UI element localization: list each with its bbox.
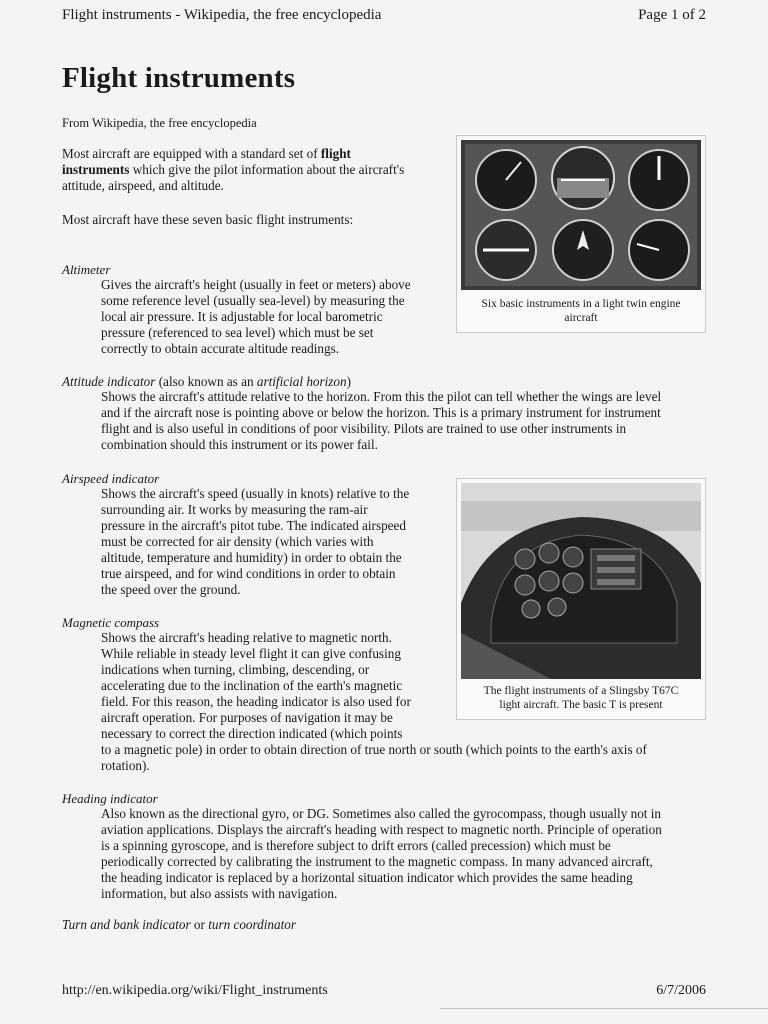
term-altimeter: Altimeter (62, 262, 111, 277)
def-heading-indicator: Also known as the directional gyro, or DG. Sometimes also called the gyrocompass, though usually not in aviation applications. Displays the aircraft's heading with respect to magnetic north. Principle of operation is a spinning gyroscope, and is therefore subject to drift errors (called precession) which must be periodically corrected by calibrating the instrument to the magnetic compass. In many advanced aircraft, the heading indicator is replaced by a horizontal situation indicator which provides the same heading information, but also assists with navigation. (101, 806, 662, 901)
gauge-turn-coordinator (476, 220, 536, 280)
intro-paragraph: Most aircraft are equipped with a standard set of flight instruments which give the pilot information about the aircraft's attitude, airspeed, and altitude. (62, 146, 405, 193)
article-source-line: From Wikipedia, the free encyclopedia (62, 116, 257, 130)
link-instruments[interactable]: instruments (62, 162, 130, 177)
figure-six-instruments (456, 135, 706, 333)
def-altimeter: Gives the aircraft's height (usually in feet or meters) above some reference level (usually sea-level) by measuring the local air pressure. It is adjustable for local barometric pressure (referenced to sea level) which must be set correctly to obtain accurate altitude readings. (101, 277, 411, 356)
term-attitude-indicator: Attitude indicator (also known as an artificial horizon) (62, 374, 352, 389)
figure-1-caption: Six basic instruments in a light twin engine aircraft (481, 298, 681, 324)
gauge-airspeed (476, 150, 536, 210)
footer-divider (440, 1008, 768, 1009)
six-instruments-photo (461, 140, 701, 290)
print-header-page: Page 1 of 2 (638, 7, 706, 23)
gauge-attitude (552, 147, 614, 209)
def-magnetic-compass: Shows the aircraft's heading relative to magnetic north. While reliable in steady level flight it can give confusing indications when turning, climbing, descending, or accelerating due to the inclination of the earth's magnetic field. For this reason, the heading indicator is also used for aircraft operation. For purposes of navigation it may be necessary to correct the direction indicated (which points to a magnetic pole) in order to obtain direction of true north or south (which points to the earth's axis of (101, 630, 647, 757)
def-magnetic-compass-end: rotation). (101, 758, 150, 773)
link-flight[interactable]: flight (320, 146, 351, 161)
print-footer-url: http://en.wikipedia.org/wiki/Flight_instruments (62, 983, 328, 998)
cockpit-photo (461, 483, 701, 679)
figure-slingsby-cockpit (456, 478, 706, 720)
def-airspeed-indicator: Shows the aircraft's speed (usually in knots) relative to the surrounding air. It works by measuring the ram-air pressure in the aircraft's pitot tube. The indicated airspeed must be corrected for air density (which varies with altitude, temperature and humidity) in order to obtain the true airspeed, and for wind conditions in order to obtain the speed over the ground. (101, 486, 410, 597)
gauge-altimeter (629, 150, 689, 210)
intro-paragraph-2: Most aircraft have these seven basic flight instruments: (62, 212, 354, 227)
gauge-vsi (629, 220, 689, 280)
print-header-title: Flight instruments - Wikipedia, the free encyclopedia (62, 7, 382, 23)
term-turn-and-bank: Turn and bank indicator or turn coordinator (62, 917, 296, 932)
gauge-heading (553, 220, 613, 280)
def-attitude-indicator: Shows the aircraft's attitude relative to the horizon. From this the pilot can tell whether the wings are level and if the aircraft nose is pointing above or below the horizon. This is a primary instrument for instrument flight and is also useful in conditions of poor visibility. Pilots are trained to use other instruments in combination should this instrument or its power fail. (101, 389, 662, 452)
term-heading-indicator: Heading indicator (62, 791, 158, 806)
term-airspeed-indicator: Airspeed indicator (62, 471, 160, 486)
print-footer-date: 6/7/2006 (656, 983, 706, 998)
figure-2-caption: The flight instruments of a Slingsby T67C light aircraft. The basic T is present (483, 685, 679, 711)
term-magnetic-compass: Magnetic compass (62, 615, 160, 630)
article-heading: Flight instruments (62, 62, 296, 94)
